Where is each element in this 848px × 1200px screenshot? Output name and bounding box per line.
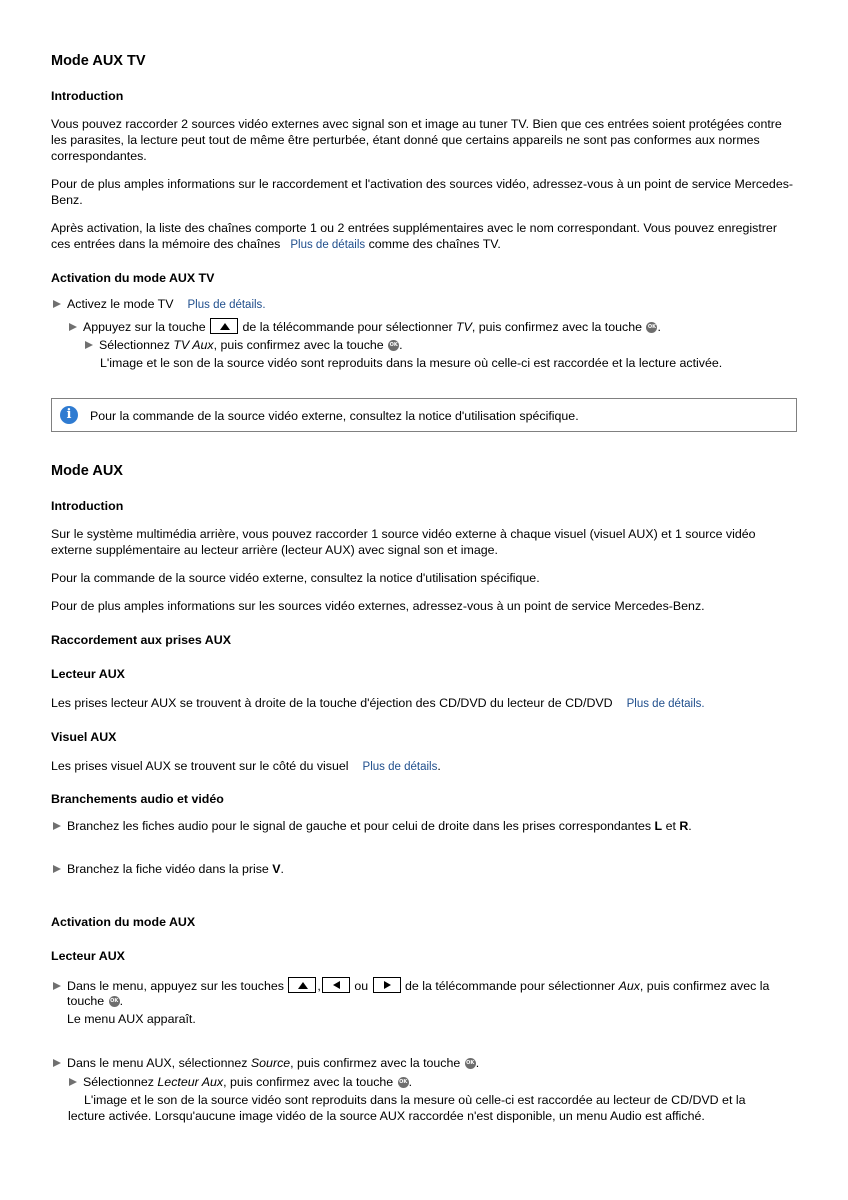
up-key-icon: [210, 318, 238, 334]
left-key-icon: [322, 977, 350, 993]
step-press-key: Appuyez sur la touche de la télécommande pour sélectionner TV, puis confirmez avec la touche OK.: [69, 318, 661, 335]
visuel-aux-heading: Visuel AUX: [51, 730, 117, 744]
step-select-source: Dans le menu AUX, sélectionnez Source, puis confirmez avec la touche OK.: [53, 1055, 479, 1071]
visuel-aux-text: Les prises visuel AUX se trouvent sur le côté du visuel Plus de détails.: [51, 759, 441, 773]
details-link[interactable]: Plus de détails: [290, 239, 366, 251]
intro-paragraph: Vous pouvez raccorder 2 sources vidéo externes avec signal son et image au tuner TV. Bien que ces entrées soient protégées contre les parasites, la lecture peut tout de même être perturbée, étant donné que certains appareils ne sont pas conformes aux normes correspondantes.: [51, 117, 782, 163]
bullet-arrow-icon: [53, 300, 61, 308]
details-link[interactable]: Plus de détails: [187, 299, 263, 311]
info-box-text: Pour la commande de la source vidéo externe, consultez la notice d'utilisation spécifique.: [90, 409, 579, 423]
step-select-lecteur-aux: Sélectionnez Lecteur Aux, puis confirmez avec la touche OK.: [69, 1074, 412, 1090]
step-select-tv-aux: Sélectionnez TV Aux, puis confirmez avec la touche OK.: [85, 337, 403, 353]
section-title-aux-tv: Mode AUX TV: [51, 53, 146, 69]
connection-heading: Raccordement aux prises AUX: [51, 633, 231, 647]
step-activate-tv: Activez le mode TV Plus de détails.: [53, 296, 266, 313]
info-paragraph: Pour de plus amples informations sur les sources vidéo externes, adressez-vous à un point de service Mercedes-Benz.: [51, 599, 705, 613]
channel-list-paragraph: Après activation, la liste des chaînes comporte 1 ou 2 entrées supplémentaires avec le nom correspondant. Vous pouvez enregistrer ces entrées dans la mémoire des chaînes Plus de détails comme des chaînes TV.: [51, 221, 777, 251]
bullet-arrow-icon: [69, 1078, 77, 1086]
lecteur-aux-text: Les prises lecteur AUX se trouvent à droite de la touche d'éjection des CD/DVD du lecteur de CD/DVD Plus de détails.: [51, 696, 705, 710]
up-key-icon: [288, 977, 316, 993]
branch-heading: Branchements audio et vidéo: [51, 792, 224, 806]
step-video-plug: Branchez la fiche vidéo dans la prise V.: [53, 861, 284, 877]
step-audio-plugs: Branchez les fiches audio pour le signal de gauche et pour celui de droite dans les prises correspondantes L et R.: [53, 818, 692, 834]
step-menu-keys-cont: touche OK.: [67, 994, 124, 1008]
bullet-arrow-icon: [53, 1059, 61, 1067]
section-title-aux: Mode AUX: [51, 463, 123, 479]
ok-key-icon: OK: [109, 996, 120, 1007]
command-paragraph: Pour la commande de la source vidéo externe, consultez la notice d'utilisation spécifique.: [51, 571, 540, 585]
details-link[interactable]: Plus de détails: [626, 698, 702, 710]
info-paragraph: Pour de plus amples informations sur le raccordement et l'activation des sources vidéo, adressez-vous à un point de service Mercedes-Benz.: [51, 177, 794, 207]
activation-heading: Activation du mode AUX TV: [51, 271, 215, 285]
info-icon: i: [60, 406, 78, 424]
ok-key-icon: OK: [388, 340, 399, 351]
ok-key-icon: OK: [465, 1058, 476, 1069]
bullet-arrow-icon: [85, 341, 93, 349]
bullet-arrow-icon: [53, 982, 61, 990]
lecteur-aux-heading: Lecteur AUX: [51, 667, 125, 681]
lecteur-aux-activation-heading: Lecteur AUX: [51, 949, 125, 963]
bullet-arrow-icon: [53, 822, 61, 830]
intro-heading: Introduction: [51, 499, 124, 513]
bullet-arrow-icon: [53, 865, 61, 873]
ok-key-icon: OK: [398, 1077, 409, 1088]
bullet-arrow-icon: [69, 323, 77, 331]
step-result: L'image et le son de la source vidéo sont reproduits dans la mesure où celle-ci est raccordée et la lecture activée.: [100, 356, 723, 370]
intro-heading: Introduction: [51, 89, 124, 103]
details-link[interactable]: Plus de détails: [362, 761, 438, 773]
intro-paragraph: Sur le système multimédia arrière, vous pouvez raccorder 1 source vidéo externe à chaque visuel (visuel AUX) et 1 source vidéo externe supplémentaire au lecteur arrière (lecteur AUX) avec signal son et image.: [51, 527, 756, 557]
right-key-icon: [373, 977, 401, 993]
activation-aux-heading: Activation du mode AUX: [51, 915, 196, 929]
info-box: [51, 398, 797, 432]
step-menu-result: Le menu AUX apparaît.: [67, 1012, 196, 1026]
step-final-result-line2: lecture activée. Lorsqu'aucune image vidéo de la source AUX raccordée n'est disponible, un menu Audio est affiché.: [68, 1109, 705, 1123]
step-final-result-line1: L'image et le son de la source vidéo sont reproduits dans la mesure où celle-ci est raccordée au lecteur de CD/DVD et la: [84, 1093, 746, 1107]
step-menu-keys: Dans le menu, appuyez sur les touches , ou de la télécommande pour sélectionner Aux, puis confirmez avec la: [53, 977, 793, 994]
ok-key-icon: OK: [646, 322, 657, 333]
